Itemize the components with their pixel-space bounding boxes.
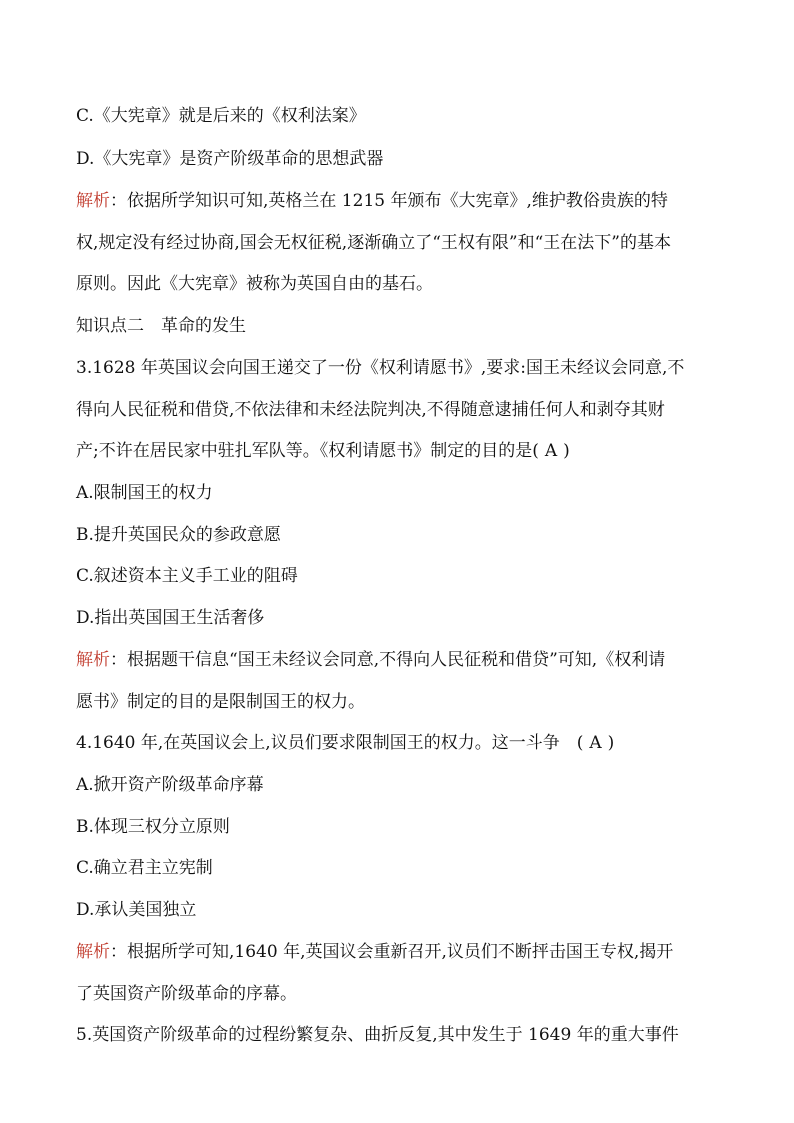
- option-line: [76, 104, 366, 128]
- option-line: [76, 606, 264, 630]
- analysis-line: [76, 940, 673, 964]
- option-text: C.确立君主立宪制: [76, 858, 213, 878]
- body-text: 了英国资产阶级革命的序幕。: [76, 984, 297, 1004]
- option-line: [76, 523, 281, 547]
- question-text: 5.英国资产阶级革命的过程纷繁复杂、曲折反复,其中发生于 1649 年的重大事件: [76, 1025, 679, 1045]
- question-text: 3.1628 年英国议会向国王递交了一份《权利请愿书》,要求:国王未经议会同意,不: [76, 358, 685, 378]
- answer-choice: A: [589, 733, 602, 753]
- section-title: 知识点二 革命的发生: [76, 316, 246, 336]
- option-text: A.掀开资产阶级革命序幕: [76, 775, 264, 795]
- answer-choice: A: [544, 441, 558, 461]
- question-line: [76, 1023, 679, 1047]
- analysis-label: 解析: [76, 650, 110, 670]
- option-line: [76, 773, 264, 797]
- section-heading: [76, 314, 246, 338]
- analysis-text: ：依据所学知识可知,英格兰在 1215 年颁布《大宪章》,维护教俗贵族的特: [110, 191, 668, 211]
- text-line: [76, 272, 433, 296]
- option-line: [76, 815, 230, 839]
- option-text: D.指出英国国王生活奢侈: [76, 608, 265, 628]
- body-text: 权,规定没有经过协商,国会无权征税,逐渐确立了“王权有限”和“王在法下”的基本: [76, 233, 671, 253]
- text-line: [76, 231, 671, 255]
- option-line: [76, 481, 213, 505]
- analysis-line: [76, 648, 665, 672]
- text-line: [76, 690, 365, 714]
- option-line: [76, 898, 196, 922]
- body-text: 得向人民征税和借贷,不依法律和未经法院判决,不得随意逮捕任何人和剥夺其财: [76, 400, 665, 420]
- text-line: [76, 398, 665, 422]
- question-text: 产;不许在居民家中驻扎军队等。《权利请愿书》制定的目的是(: [76, 441, 539, 461]
- analysis-text: ：根据所学可知,1640 年,英国议会重新召开,议员们不断抨击国王专权,揭开: [110, 942, 674, 962]
- option-text: C.《大宪章》就是后来的《权利法案》: [76, 106, 366, 126]
- analysis-text: ：根据题干信息“国王未经议会同意,不得向人民征税和借贷”可知,《权利请: [110, 650, 666, 670]
- analysis-line: [76, 189, 668, 213]
- analysis-label: 解析: [76, 191, 110, 211]
- question-text: 4.1640 年,在英国议会上,议员们要求限制国王的权力。这一斗争 (: [76, 733, 584, 753]
- option-text: B.体现三权分立原则: [76, 817, 230, 837]
- option-text: D.承认美国独立: [76, 900, 197, 920]
- option-text: A.限制国王的权力: [76, 483, 213, 503]
- question-end-line: [76, 439, 570, 463]
- question-end-line: [76, 731, 614, 755]
- option-text: D.《大宪章》是资产阶级革命的思想武器: [76, 149, 384, 169]
- answer-bracket: ): [607, 733, 615, 753]
- option-line: [76, 856, 213, 880]
- body-text: 原则。因此《大宪章》被称为英国自由的基石。: [76, 274, 433, 294]
- text-line: [76, 982, 297, 1006]
- option-text: B.提升英国民众的参政意愿: [76, 525, 281, 545]
- option-line: [76, 564, 298, 588]
- option-line: [76, 147, 383, 171]
- answer-bracket: ): [563, 441, 570, 461]
- body-text: 愿书》制定的目的是限制国王的权力。: [76, 692, 365, 712]
- analysis-label: 解析: [76, 942, 110, 962]
- option-text: C.叙述资本主义手工业的阻碍: [76, 566, 298, 586]
- question-line: [76, 356, 684, 380]
